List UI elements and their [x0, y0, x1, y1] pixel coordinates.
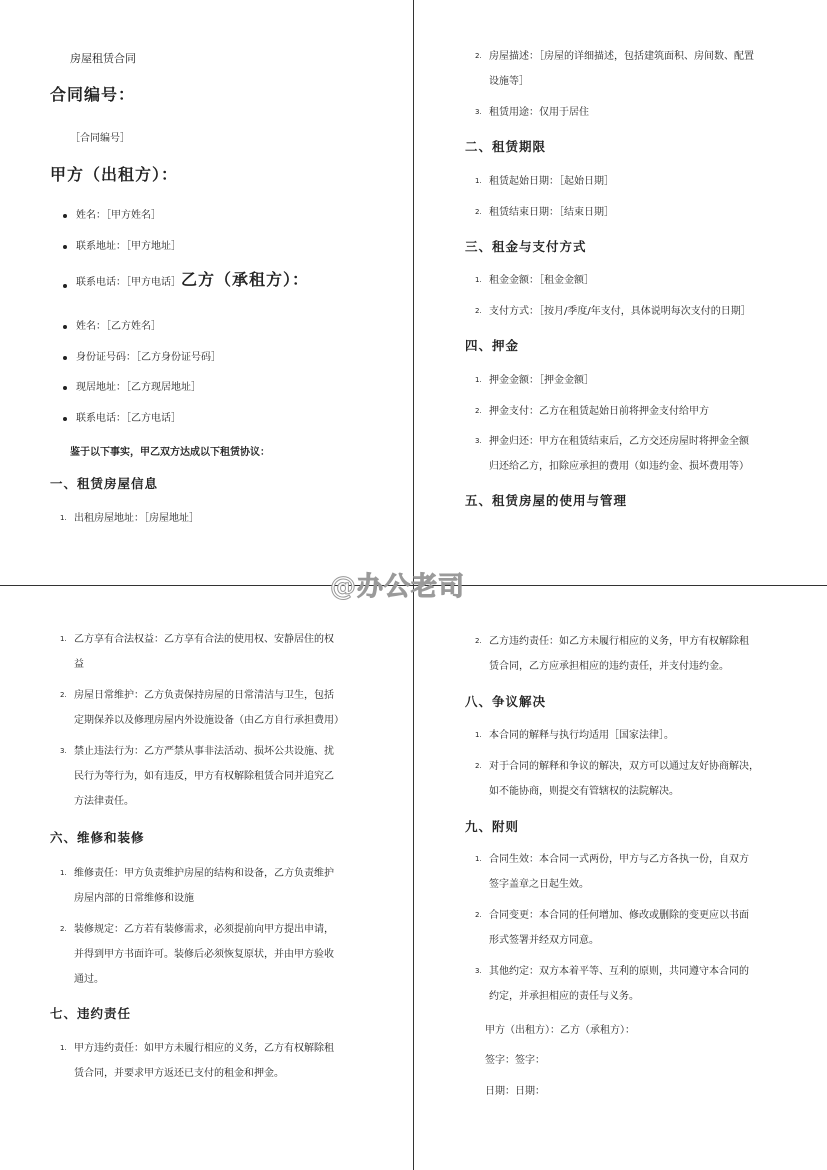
list-item: 1. 合同生效：本合同一式两份，甲方与乙方各执一份，自双方 签字盖章之日起生效。 — [475, 854, 749, 890]
watermark: @办公老司 — [330, 572, 466, 602]
list-item: 姓名：［乙方姓名］ — [50, 320, 410, 334]
list-item: 2. 合同变更：本合同的任何增加、修改或删除的变更应以书面 形式签署并经双方同意。 — [475, 910, 749, 946]
bullet-icon — [63, 386, 67, 390]
contract-number-heading: 合同编号： — [50, 85, 136, 104]
bullet-icon — [63, 284, 67, 288]
section-5-heading: 五、租赁房屋的使用与管理 — [465, 493, 628, 508]
list-item: 2. 对于合同的解释和争议的解决，双方可以通过友好协商解决， 如不能协商，则提交有管辖权的法院解决。 — [475, 761, 759, 797]
list-item: 1. 押金金额：［押金金额］ — [475, 375, 594, 386]
list-item: 1. 乙方享有合法权益：乙方享有合法的使用权、安静居住的权 益 — [60, 634, 334, 670]
list-item: 3. 租赁用途：仅用于居住 — [475, 107, 589, 118]
list-item: 姓名：［甲方姓名］ — [50, 209, 410, 223]
list-item: 2. 乙方违约责任：如乙方未履行相应的义务，甲方有权解除租 赁合同，乙方应承担相应的违约责任，并支付违约金。 — [475, 636, 749, 672]
list-item: 3. 禁止违法行为：乙方严禁从事非法活动、损坏公共设施、扰 民行为等行为，如有违反，甲方有权解除租赁合同并追究乙 方法律责任。 — [60, 746, 334, 807]
list-item: 1. 租金金额：［租金金额］ — [475, 275, 594, 286]
list-item: 2. 房屋描述：［房屋的详细描述，包括建筑面积、房间数、配置 设施等］ — [475, 51, 754, 87]
bullet-icon — [63, 245, 67, 249]
bullet-icon — [63, 356, 67, 360]
section-2-heading: 二、租赁期限 — [465, 139, 547, 154]
list-item: 联系地址：［甲方地址］ — [50, 240, 410, 254]
list-item: 2. 押金支付：乙方在租赁起始日前将押金支付给甲方 — [475, 406, 709, 417]
list-item: 2. 租赁结束日期：［结束日期］ — [475, 207, 614, 218]
section-6-heading: 六、维修和装修 — [50, 830, 145, 845]
list-item: 3. 押金归还：甲方在租赁结束后，乙方交还房屋时将押金全额 归还给乙方，扣除应承担的费用（如违约金、损坏费用等） — [475, 436, 749, 472]
list-item: 身份证号码：［乙方身份证号码］ — [50, 351, 410, 365]
section-1-heading: 一、租赁房屋信息 — [50, 476, 159, 491]
bullet-icon — [63, 325, 67, 329]
list-item: 2. 装修规定：乙方若有装修需求，必须提前向甲方提出申请， 并得到甲方书面许可。装修后必须恢复原状，并由甲方验收 通过。 — [60, 924, 334, 985]
section-3-heading: 三、租金与支付方式 — [465, 239, 587, 254]
bullet-icon — [63, 417, 67, 421]
section-9-heading: 九、附则 — [465, 819, 520, 834]
signature-line: 签字：签字： — [485, 1055, 545, 1066]
list-item: 1. 租赁起始日期：［起始日期］ — [475, 176, 614, 187]
list-item: 1. 出租房屋地址：［房屋地址］ — [60, 513, 199, 524]
list-item: 3. 其他约定：双方本着平等、互利的原则，共同遵守本合同的 约定，并承担相应的责任与义务。 — [475, 966, 749, 1002]
list-item: 联系电话：［乙方电话］ — [50, 412, 410, 426]
party-b-heading: 乙方（承租方）： — [181, 270, 310, 289]
agreement-intro: 鉴于以下事实，甲乙双方达成以下租赁协议： — [70, 447, 270, 458]
section-7-heading: 七、违约责任 — [50, 1006, 132, 1021]
contract-number-value: ［合同编号］ — [70, 133, 130, 144]
bullet-icon — [63, 214, 67, 218]
date-line: 日期：日期： — [485, 1086, 545, 1097]
list-item: 1. 本合同的解释与执行均适用［国家法律］。 — [475, 730, 674, 741]
section-4-heading: 四、押金 — [465, 338, 520, 353]
party-a-heading: 甲方（出租方）： — [50, 165, 179, 184]
list-item: 1. 维修责任：甲方负责维护房屋的结构和设备，乙方负责维护 房屋内部的日常维修和设施 — [60, 868, 334, 904]
list-item: 1. 甲方违约责任：如甲方未履行相应的义务，乙方有权解除租 赁合同，并要求甲方返还已支付的租金和押金。 — [60, 1043, 334, 1079]
list-item: 联系电话：［甲方电话］乙方（承租方）： — [50, 273, 410, 290]
section-8-heading: 八、争议解决 — [465, 694, 547, 709]
document-title: 房屋租赁合同 — [70, 52, 136, 65]
list-item: 现居地址：［乙方现居地址］ — [50, 381, 410, 395]
list-item: 2. 房屋日常维护：乙方负责保持房屋的日常清洁与卫生，包括 定期保养以及修理房屋内外设施设备（由乙方自行承担费用） — [60, 690, 344, 726]
signature-parties: 甲方（出租方）：乙方（承租方）： — [485, 1025, 635, 1036]
list-item: 2. 支付方式：［按月/季度/年支付，具体说明每次支付的日期］ — [475, 306, 751, 317]
